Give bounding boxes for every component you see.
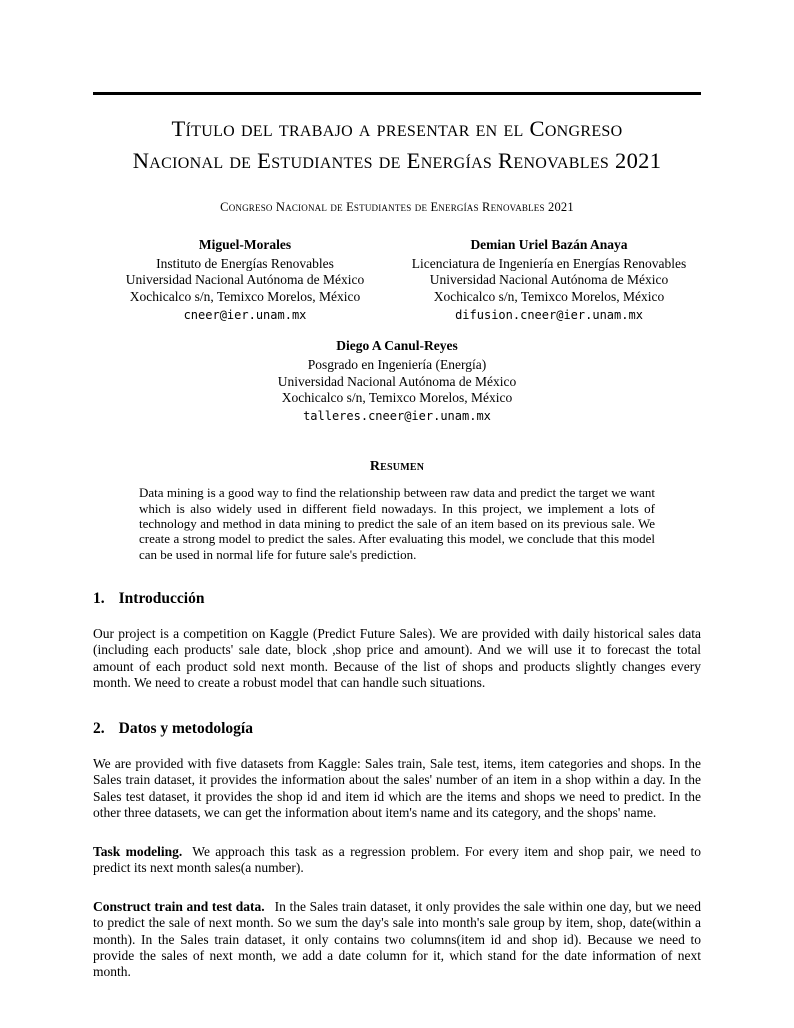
author-3-institute: Posgrado en Ingeniería (Energía) [307,357,487,373]
author-3-email: talleres.cneer@ier.unam.mx [303,408,491,423]
paper-title-line-2: Nacional de Estudiantes de Energías Renovables 2021 [132,147,662,173]
author-block-2 [397,237,701,322]
title-rule [93,92,701,95]
paper-title [93,113,701,176]
author-2-university: Universidad Nacional Autónoma de México [429,272,669,288]
author-2-institute: Licenciatura de Ingeniería en Energías Renovables [411,256,687,272]
author-3-university: Universidad Nacional Autónoma de México [277,373,517,389]
author-2-name: Demian Uriel Bazán Anaya [470,237,628,252]
author-1-university: Universidad Nacional Autónoma de México [125,272,365,288]
author-block-3 [209,338,586,423]
author-block-1 [93,237,397,322]
author-3-address: Xochicalco s/n, Temixco Morelos, México [281,389,513,405]
task-modeling-text: We approach this task as a regression problem. For every item and shop pair, we need to predict its next month sales(a number). [93,843,701,876]
author-1-institute: Instituto de Energías Renovables [156,256,334,272]
section-1-number: 1. [93,589,105,607]
author-2-email: difusion.cneer@ier.unam.mx [455,307,643,322]
section-2-title: Datos y metodología [118,719,253,737]
abstract-section [93,459,701,562]
section-2-number: 2. [93,719,105,737]
section-2-paragraph: We are provided with five datasets from Kaggle: Sales train, Sale test, items, item categories and shops. In the Sales train dataset, it provides the information about the sales' number of an item in a shop within a day. In the Sales test dataset, it provides the shop id and item id which are the items and shops we need to predict. In the other three datasets, we can get the information about item's name and its category, and the shops' name. [93,755,701,821]
author-2-address: Xochicalco s/n, Temixco Morelos, México [433,288,665,304]
section-1-title: Introducción [118,589,205,607]
construct-data-text: In the Sales train dataset, it only provides the sale within one day, but we need to predict the sale of next month. So we sum the day's sale into month's sale group by item, shop, date(within a month). In the Sales train dataset, it only contains two columns(item id and shop id). Because we need to provide the sales of next month, we add a date column for it, which stand for the date information of next month. [93,898,701,980]
task-modeling-paragraph [93,844,701,877]
construct-data-lead: Construct train and test data. [93,898,265,914]
authors-row [93,237,701,322]
paper-title-line-1: Título del trabajo a presentar en el Congreso [171,116,623,141]
conference-name: Congreso Nacional de Estudiantes de Energías Renovables 2021 [220,200,574,214]
abstract-heading: Resumen [369,459,425,475]
author-1-email: cneer@ier.unam.mx [183,307,307,322]
section-1-paragraph: Our project is a competition on Kaggle (Predict Future Sales). We are provided with daily historical sales data (including each products' sale date, block ,shop price and amount). And we will use it to forecast the total amount of each product sold next month. Because of the list of shops and products slightly changes every month. We need to create a robust model that can handle such situations. [93,625,701,691]
task-modeling-lead: Task modeling. [93,843,183,859]
section-1-heading [93,590,701,608]
author-1-address: Xochicalco s/n, Temixco Morelos, México [129,288,361,304]
section-2-heading [93,720,701,738]
author-3-name: Diego A Canul-Reyes [336,338,458,354]
author-1-name: Miguel-Morales [198,237,292,252]
construct-data-paragraph [93,899,701,981]
abstract-text: Data mining is a good way to find the relationship between raw data and predict the target we want which is also widely used in different field nowadays. In this project, we implement a lots of technology and method in data mining to predict the sale of an item based on its previous sale. We create a strong model to predict the sales. After evaluating this model, we conclude that this model can be used in normal life for future sale's prediction. [139,485,655,562]
